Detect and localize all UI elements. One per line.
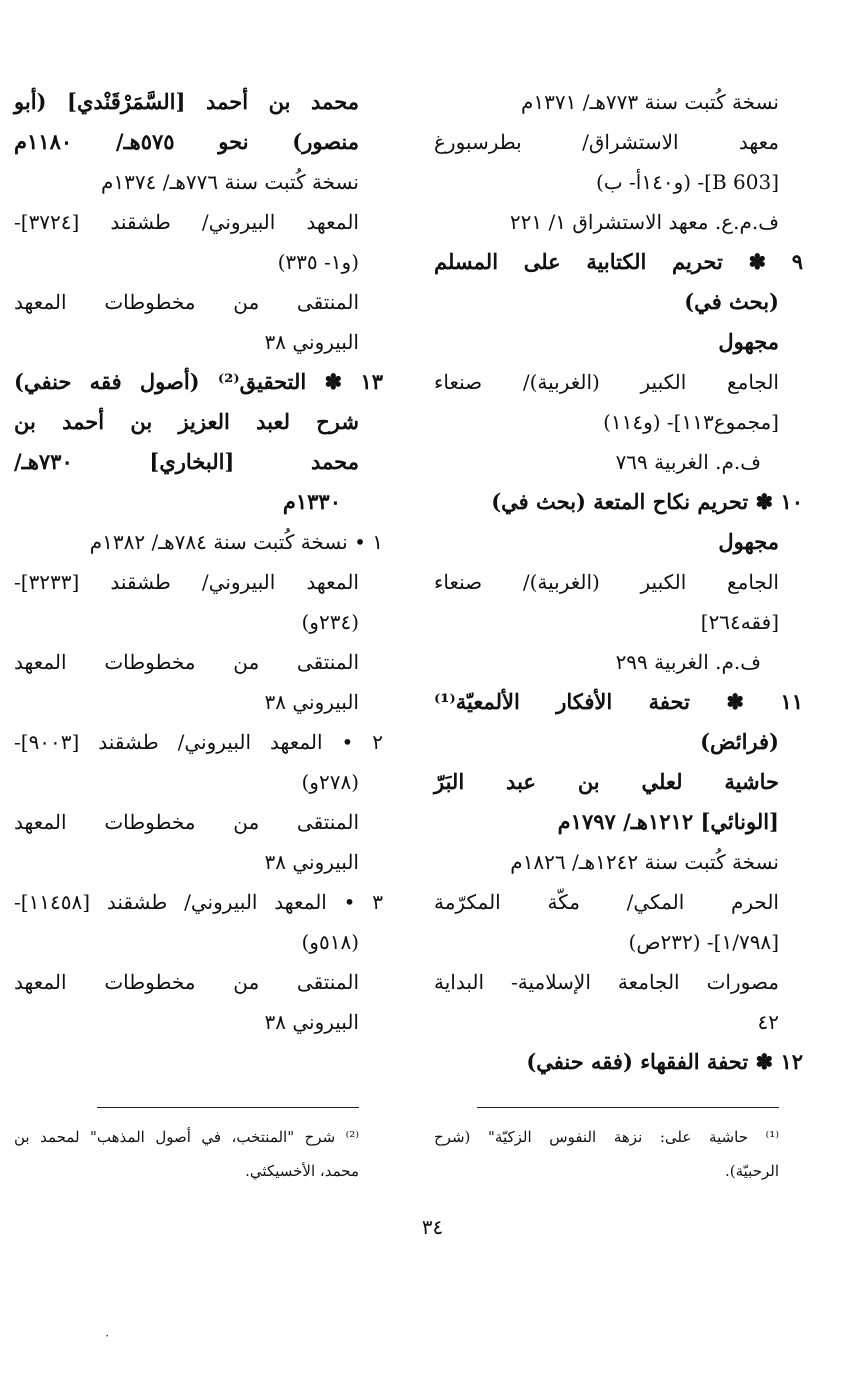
text-line: (٥١٨و) <box>301 930 359 954</box>
text-line: (و١- ٣٣٥) <box>277 250 359 274</box>
text-line: محمد، الأخسيكثي. <box>245 1162 359 1180</box>
text-line: ١٢ ✽ تحفة الفقهاء (فقه حنفي) <box>526 1049 803 1074</box>
text-line: مجهول <box>718 529 779 554</box>
text-line: مصورات الجامعة الإسلامية- البداية <box>434 970 779 994</box>
footnote-divider-left <box>97 1107 359 1108</box>
text-line: (٢٣٤و) <box>301 610 359 634</box>
text-line: ف.م. الغربية ٢٩٩ <box>615 650 761 674</box>
text-line: المعهد البيروني/ طشقند [٣٧٢٤]- <box>14 210 359 234</box>
text-line: ١٠ ✽ تحريم نكاح المتعة (بحث في) <box>491 489 803 514</box>
text-line: نسخة كُتبت سنة ٧٧٦هـ/ ١٣٧٤م <box>101 170 359 194</box>
text-line: الحرم المكي/ مكّة المكرّمة <box>434 890 779 914</box>
left-column <box>14 82 383 1042</box>
text-line: ٤٢ <box>757 1010 779 1034</box>
text-line: ف.م.ع. معهد الاستشراق ١/ ٢٢١ <box>509 210 779 234</box>
text-line: ١٣٣٠م <box>282 489 341 514</box>
text-line: ⁽²⁾ شرح "المنتخب، في أصول المذهب" لمحمد بن <box>14 1128 359 1146</box>
text-line: الجامع الكبير (الغربية)/ صنعاء <box>434 370 779 394</box>
text-line: حاشية لعلي بن عبد البَرّ <box>434 769 779 794</box>
text-line: المنتقى من مخطوطات المعهد <box>14 650 359 674</box>
page-number: ٣٤ <box>421 1215 444 1239</box>
text-line: محمد بن أحمد [السَّمَرْقَنْدي] (أبو <box>14 89 359 114</box>
text-line: المعهد البيروني/ طشقند [٣٢٣٣]- <box>14 570 359 594</box>
text-line: ٩ ✽ تحريم الكتابية على المسلم <box>434 249 803 274</box>
footnote-right <box>434 1120 779 1188</box>
text-line: ف.م. الغربية ٧٦٩ <box>615 450 761 474</box>
text-line: ٣ • المعهد البيروني/ طشقند [١١٤٥٨]- <box>14 890 383 914</box>
text-line: [فقه٢٦٤] <box>700 610 779 634</box>
text-line: [الونائي] ١٢١٢هـ/ ١٧٩٧م <box>557 809 779 834</box>
text-line: ⁽¹⁾ حاشية على: نزهة النفوس الزكيّة" (شرح <box>434 1128 779 1146</box>
text-line: مجهول <box>718 329 779 354</box>
text-line: شرح لعبد العزيز بن أحمد بن <box>14 409 359 434</box>
text-line: ٢ • المعهد البيروني/ طشقند [٩٠٠٣]- <box>14 730 383 754</box>
text-line: [مجموع١١٣]- (و١١٤) <box>603 410 779 434</box>
text-line: البيروني ٣٨ <box>264 690 359 714</box>
text-line: الرحبيّة). <box>724 1162 779 1180</box>
footnote-divider-right <box>477 1107 779 1108</box>
text-line: المنتقى من مخطوطات المعهد <box>14 970 359 994</box>
text-line: محمد [البخاري] ٧٣٠هـ/ <box>14 449 359 474</box>
text-line: (بحث في) <box>684 289 779 314</box>
text-line: (٢٧٨و) <box>301 770 359 794</box>
text-line: الجامع الكبير (الغربية)/ صنعاء <box>434 570 779 594</box>
bottom-mark: ٠ <box>104 1328 111 1342</box>
text-line: المنتقى من مخطوطات المعهد <box>14 290 359 314</box>
text-line: المنتقى من مخطوطات المعهد <box>14 810 359 834</box>
text-line: البيروني ٣٨ <box>264 850 359 874</box>
text-line: ١٣ ✽ التحقيق⁽²⁾ (أصول فقه حنفي) <box>14 369 383 394</box>
text-line: منصور) نحو ٥٧٥هـ/ ١١٨٠م <box>14 129 359 154</box>
text-line: نسخة كُتبت سنة ١٢٤٢هـ/ ١٨٢٦م <box>510 850 779 874</box>
text-line: ١ • نسخة كُتبت سنة ٧٨٤هـ/ ١٣٨٢م <box>89 530 383 554</box>
footnote-left <box>14 1120 359 1188</box>
text-line: [١/٧٩٨]- (٢٣٢ص) <box>628 930 779 954</box>
right-column <box>434 82 803 1082</box>
text-line: نسخة كُتبت سنة ٧٧٣هـ/ ١٣٧١م <box>521 90 779 114</box>
text-line: ١١ ✽ تحفة الأفكار الألمعيّة⁽¹⁾ <box>434 689 803 714</box>
text-line: معهد الاستشراق/ بطرسبورغ <box>434 130 779 154</box>
text-line: [B 603]- (و١٤٠أ- ب) <box>596 170 779 194</box>
text-line: البيروني ٣٨ <box>264 1010 359 1034</box>
text-line: البيروني ٣٨ <box>264 330 359 354</box>
text-line: (فرائض) <box>700 729 779 754</box>
